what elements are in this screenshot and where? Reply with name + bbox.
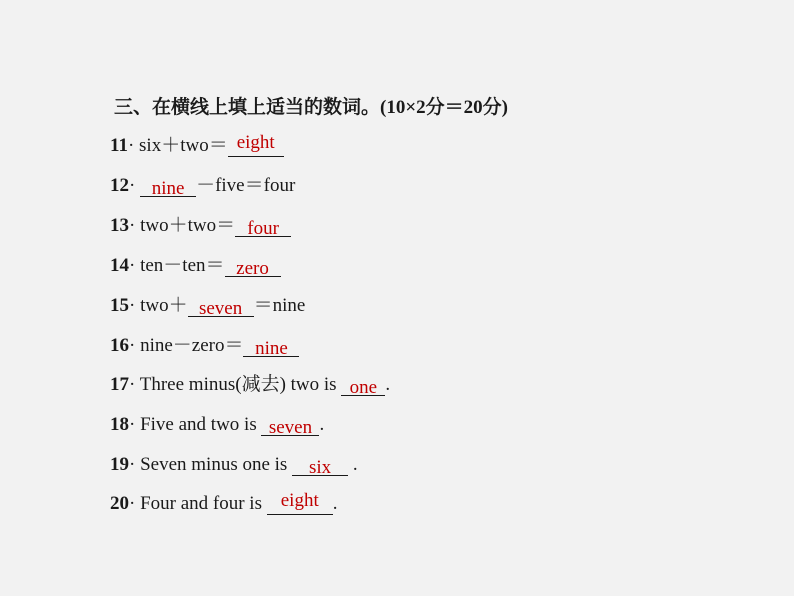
answer-text: six <box>308 457 332 478</box>
answer-blank <box>267 490 333 515</box>
item-text-after: . <box>385 374 391 395</box>
item-text-after: . <box>332 493 338 514</box>
item-separator: · <box>129 255 136 276</box>
item-text-after: －five＝four <box>196 175 296 196</box>
item-number: 19 <box>110 454 129 475</box>
item-text-before: Four and four is <box>140 493 267 514</box>
item-number: 12 <box>110 175 129 196</box>
item-separator: · <box>129 454 136 475</box>
item-number: 14 <box>110 255 129 276</box>
item-text-before: two＋ <box>140 295 188 316</box>
answer-text: one <box>349 377 378 398</box>
answer-blank <box>341 375 385 396</box>
answer-blank <box>235 216 291 237</box>
answer-text: eight <box>280 490 319 511</box>
answer-blank <box>225 256 281 277</box>
answer-blank <box>188 296 254 317</box>
exercise-item-18 <box>110 413 324 437</box>
item-text-after: ＝nine <box>253 295 306 316</box>
item-separator: · <box>129 215 136 236</box>
item-separator: · <box>127 135 135 156</box>
exercise-item-16 <box>110 334 299 358</box>
answer-text: nine <box>255 338 288 359</box>
answer-blank <box>292 455 348 476</box>
answer-text: seven <box>198 298 243 319</box>
item-separator: · <box>129 295 136 316</box>
item-number: 11 <box>110 135 128 156</box>
item-number: 17 <box>110 374 129 395</box>
answer-blank <box>243 336 299 357</box>
item-number: 16 <box>110 335 129 356</box>
answer-blank <box>140 176 196 197</box>
exercise-item-14 <box>110 254 281 278</box>
exercise-item-15 <box>110 294 305 318</box>
answer-blank <box>261 415 319 436</box>
item-text-before: six＋two＝ <box>139 135 228 156</box>
item-text-before: Five and two is <box>140 414 262 435</box>
answer-text: zero <box>236 258 269 279</box>
section-heading: 三、在横线上填上适当的数词。(10×2分＝20分) <box>114 97 508 118</box>
item-number: 20 <box>110 493 129 514</box>
exercise-item-12 <box>110 174 295 198</box>
answer-text: eight <box>236 132 275 153</box>
answer-blank <box>228 132 284 157</box>
item-separator: · <box>129 374 136 395</box>
item-text-after: . <box>319 414 325 435</box>
item-text-before: ten－ten＝ <box>140 255 225 276</box>
item-text-before: Three minus(减去) two is <box>139 374 342 395</box>
exercise-item-19 <box>110 453 358 477</box>
exercise-item-13 <box>110 214 291 238</box>
answer-text: seven <box>268 417 313 438</box>
exercise-item-20 <box>110 492 337 516</box>
item-text-after: . <box>348 454 358 475</box>
answer-text: four <box>247 218 279 239</box>
answer-text: nine <box>151 178 185 199</box>
item-separator: · <box>129 335 136 356</box>
item-separator: · <box>129 493 136 514</box>
exercise-item-11 <box>110 134 284 158</box>
item-number: 18 <box>110 414 129 435</box>
item-text-before: nine－zero＝ <box>140 335 244 356</box>
item-separator: · <box>129 175 136 196</box>
item-text-before: Seven minus one is <box>140 454 293 475</box>
item-separator: · <box>129 414 136 435</box>
exercise-item-17 <box>110 373 390 397</box>
item-number: 15 <box>110 295 129 316</box>
item-text-before: two＋two＝ <box>140 215 236 236</box>
item-number: 13 <box>110 215 129 236</box>
